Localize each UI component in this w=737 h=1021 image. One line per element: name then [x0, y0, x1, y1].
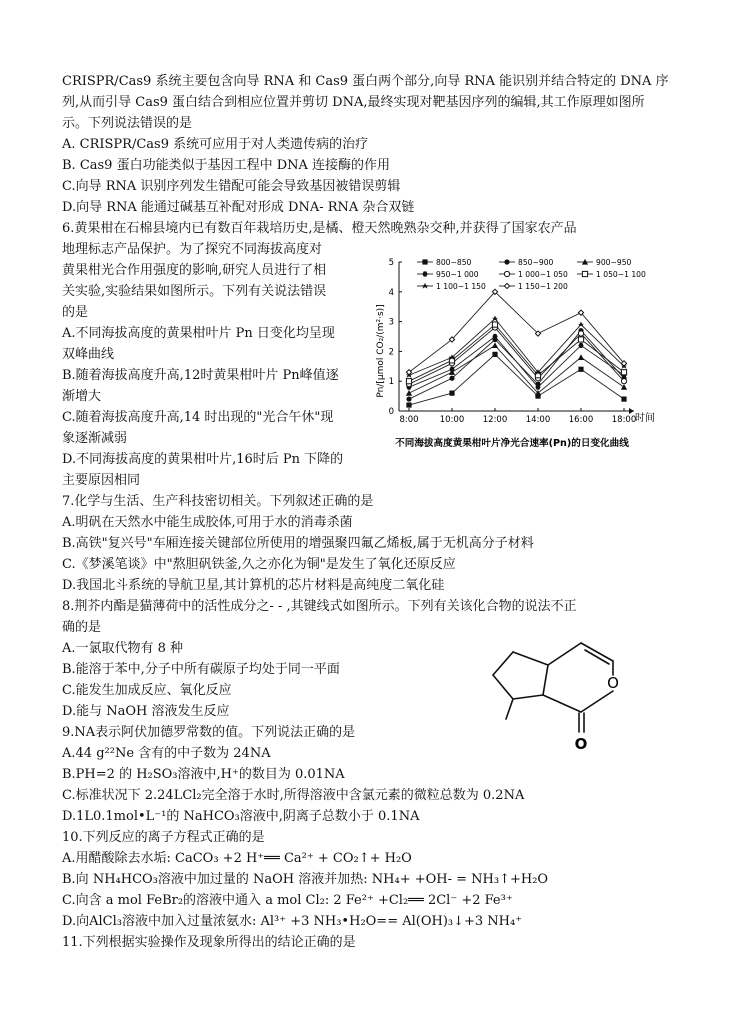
q5-stem-line3: 示。下列说法错误的是	[62, 116, 193, 131]
x-axis-arrow	[629, 408, 634, 414]
q11-stem: 11.下列根据实验操作及现象所得出的结论正确的是	[62, 935, 356, 950]
data-point	[449, 376, 454, 381]
series-line	[409, 319, 624, 376]
carbonyl-oxygen-label: O	[574, 735, 588, 753]
bond	[513, 652, 548, 665]
y-tick-label: 5	[388, 258, 394, 268]
chart-legend	[417, 258, 646, 291]
data-point	[504, 271, 509, 276]
series-line	[409, 292, 624, 372]
chart-xlabel: 时间	[635, 413, 655, 424]
bond	[493, 652, 513, 675]
y-tick-label: 0	[388, 407, 394, 417]
q10-option-c: C.向含 a mol FeBr₂的溶液中通入 a mol Cl₂: 2 Fe²⁺ +Cl₂══ 2Cl⁻ +2 Fe³⁺	[62, 893, 513, 908]
legend-entry-label: 1 150~1 200	[518, 282, 568, 291]
x-tick-label: 10:00	[439, 415, 465, 425]
data-point	[422, 271, 427, 276]
chart-title: 不同海拔高度黄果柑叶片净光合速率(Pn)的日变化曲线	[395, 438, 629, 449]
q5-option-c: C.向导 RNA 识别序列发生错配可能会导致基因被错误剪辑	[62, 179, 401, 194]
data-point	[578, 331, 583, 336]
data-point	[578, 354, 584, 360]
x-tick-label: 14:00	[525, 415, 551, 425]
x-tick-label: 16:00	[568, 415, 594, 425]
q6-option-a-line1: A.不同海拔高度的黄果柑叶片 Pn 日变化均呈现	[62, 326, 335, 341]
pn-chart-svg	[372, 256, 657, 456]
q9-stem: 9.NA表示阿伏加德罗常数的值。下列说法正确的是	[62, 725, 356, 740]
q5-option-a: A. CRISPR/Cas9 系统可应用于对人类遗传病的治疗	[62, 137, 369, 152]
bond	[513, 695, 543, 699]
bond	[543, 695, 581, 712]
bond	[548, 643, 581, 665]
legend-entry-label: 850~900	[518, 258, 554, 267]
pn-line-chart	[372, 256, 657, 456]
data-point	[422, 283, 428, 289]
data-point	[582, 271, 587, 276]
bond	[493, 675, 513, 699]
data-point	[578, 337, 583, 342]
data-point	[406, 390, 412, 396]
data-point	[578, 367, 583, 372]
methyl-bond	[506, 699, 513, 719]
data-point	[504, 259, 509, 264]
q6-stem-line3: 黄果柑光合作用强度的影响,研究人员进行了相	[62, 263, 327, 278]
q6-stem-line1: 6.黄果柑在石棉县境内已有数百年栽培历史,是橘、橙天然晚熟杂交种,并获得了国家农产品	[62, 221, 577, 236]
data-point	[621, 396, 626, 401]
data-point	[422, 259, 427, 264]
data-point	[492, 342, 498, 348]
data-point	[492, 316, 498, 322]
q9-option-c: C.标准状况下 2.24LCl₂完全溶于水时,所得溶液中含氯元素的微粒总数为 0.2NA	[62, 788, 525, 803]
x-tick-label: 18:00	[611, 415, 637, 425]
y-tick-label: 4	[388, 287, 394, 298]
legend-entry-label: 1 000~1 050	[518, 270, 568, 279]
q6-option-c-line1: C.随着海拔高度升高,14 时出现的"光合午休"现	[62, 410, 334, 425]
bond	[581, 691, 613, 712]
data-point	[492, 352, 497, 357]
q8-option-c: C.能发生加成反应、氧化反应	[62, 683, 232, 698]
data-point	[406, 396, 411, 401]
molecule-svg	[488, 615, 653, 755]
data-point	[621, 370, 626, 375]
q10-option-b: B.向 NH₄HCO₃溶液中加过量的 NaOH 溶液并加热: NH₄+ +OH- = NH₃↑+H₂O	[62, 872, 549, 887]
x-tick-label: 12:00	[482, 415, 508, 425]
data-point	[621, 379, 626, 384]
legend-entry-label: 950~1 000	[436, 270, 479, 279]
q8-option-d: D.能与 NaOH 溶液发生反应	[62, 704, 230, 719]
q6-option-d-line1: D.不同海拔高度的黄果柑叶片,16时后 Pn 下降的	[62, 452, 344, 467]
q7-option-a: A.明矾在天然水中能生成胶体,可用于水的消毒杀菌	[62, 515, 353, 530]
q5-option-d: D.向导 RNA 能通过碱基互补配对形成 DNA- RNA 杂合双链	[62, 200, 415, 215]
q6-stem-line2: 地理标志产品保护。为了探究不同海拔高度对	[62, 242, 323, 257]
q6-option-b-line1: B.随着海拔高度升高,12时黄果柑叶片 Pn峰值逐	[62, 368, 339, 383]
q7-option-d: D.我国北斗系统的导航卫星,其计算机的芯片材料是高纯度二氧化硅	[62, 578, 445, 593]
x-tick-label: 8:00	[399, 415, 419, 425]
bond	[543, 665, 548, 695]
q5-stem-line1: CRISPR/Cas9 系统主要包含向导 RNA 和 Cas9 蛋白两个部分,向导 RNA 能识别并结合特定的 DNA 序	[62, 74, 669, 89]
q6-stem-line5: 的是	[62, 305, 89, 320]
data-point	[406, 402, 411, 407]
q8-option-b: B.能溶于苯中,分子中所有碳原子均处于同一平面	[62, 662, 340, 677]
q6-option-b-line2: 渐增大	[62, 389, 102, 404]
q9-option-a: A.44 g²²Ne 含有的中子数为 24NA	[62, 746, 271, 761]
data-point	[406, 379, 411, 384]
q7-option-c: C.《梦溪笔谈》中"熬胆矾铁釜,久之亦化为铜"是发生了氧化还原反应	[62, 557, 456, 572]
legend-entry-label: 1 050~1 100	[596, 270, 646, 279]
q7-option-b: B.高铁"复兴号"车厢连接关键部位所使用的增强聚四氟乙烯板,属于无机高分子材料	[62, 536, 534, 551]
q8-stem-line1: 8.荆芥内酯是猫薄荷中的活性成分之- - ,其键线式如图所示。下列有关该化合物的说法不正	[62, 599, 577, 614]
q10-stem: 10.下列反应的离子方程式正确的是	[62, 830, 265, 845]
q6-option-c-line2: 象逐渐减弱	[62, 431, 128, 446]
data-point	[492, 322, 497, 327]
data-point	[504, 283, 509, 288]
bond	[581, 643, 613, 661]
y-tick-label: 2	[388, 347, 394, 358]
legend-entry-label: 800~850	[436, 258, 472, 267]
q5-option-b: B. Cas9 蛋白功能类似于基因工程中 DNA 连接酶的作用	[62, 158, 391, 173]
q9-option-d: D.1L0.1mol•L⁻¹的 NaHCO₃溶液中,阴离子总数小于 0.1NA	[62, 809, 420, 824]
q5-stem-line2: 列,从而引导 Cas9 蛋白结合到相应位置并剪切 DNA,最终实现对靶基因序列的编辑,其工作原理如图所	[62, 95, 645, 110]
y-tick-label: 3	[388, 317, 394, 328]
q10-option-a: A.用醋酸除去水垢: CaCO₃ +2 H⁺══ Ca²⁺ + CO₂↑+ H₂O	[62, 851, 412, 866]
chart-ylabel: Pn/[μmol CO₂/(m²·s)]	[376, 304, 386, 398]
q7-stem: 7.化学与生活、生产科技密切相关。下列叙述正确的是	[62, 494, 374, 509]
data-point	[578, 321, 584, 327]
q8-stem-line2: 确的是	[62, 620, 102, 635]
q6-option-d-line2: 主要原因相同	[62, 473, 141, 488]
q9-option-b: B.PH=2 的 H₂SO₃溶液中,H⁺的数目为 0.01NA	[62, 767, 345, 782]
nepetalactone-structure	[488, 615, 653, 755]
q10-option-d: D.向AlCl₃溶液中加入过量浓氨水: Al³⁺ +3 NH₃•H₂O== Al(OH)₃↓+3 NH₄⁺	[62, 914, 523, 929]
q6-stem-line4: 关实验,实验结果如图所示。下列有关说法错误	[62, 284, 327, 299]
ring-oxygen-label: O	[607, 674, 619, 692]
legend-entry-label: 1 100~1 150	[436, 282, 486, 291]
chart-series	[406, 289, 627, 407]
q8-option-a: A.一氯取代物有 8 种	[62, 641, 184, 656]
legend-entry-label: 900~950	[596, 258, 632, 267]
data-point	[449, 391, 454, 396]
data-point	[621, 384, 627, 390]
q6-option-a-line2: 双峰曲线	[62, 347, 115, 362]
y-tick-label: 1	[388, 377, 394, 388]
